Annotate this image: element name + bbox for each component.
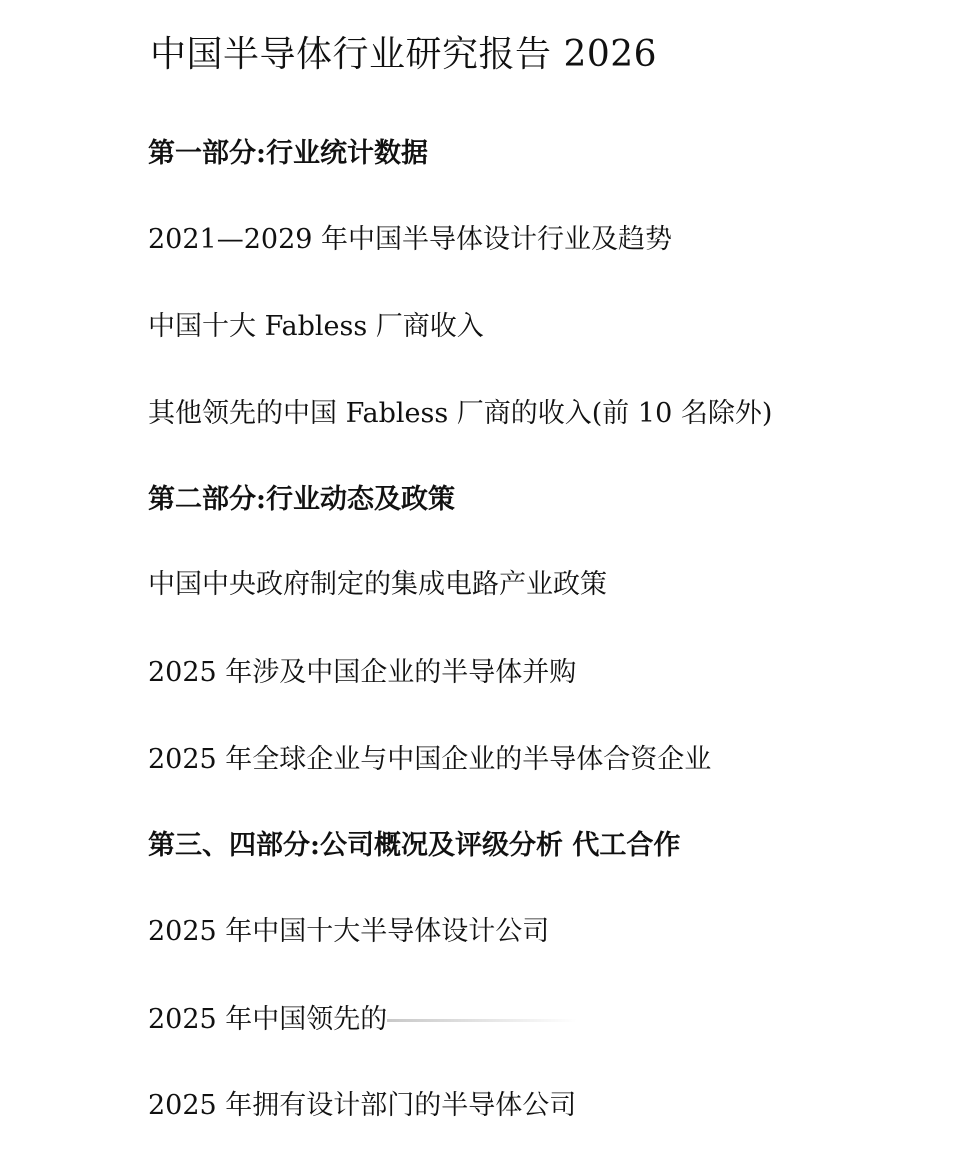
document-title: 中国半导体行业研究报告 2026	[150, 34, 658, 75]
section-heading-3: 第三、四部分:公司概况及评级分析 代工合作	[148, 830, 681, 861]
list-item: 2025 年涉及中国企业的半导体并购	[148, 657, 577, 688]
list-item: 中国十大 Fabless 厂商收入	[148, 311, 484, 342]
fade-out-divider	[387, 1019, 577, 1022]
list-item: 2021—2029 年中国半导体设计行业及趋势	[148, 224, 673, 255]
list-item-truncated	[148, 1006, 577, 1033]
list-item: 中国中央政府制定的集成电路产业政策	[148, 569, 607, 600]
list-item: 其他领先的中国 Fabless 厂商的收入(前 10 名除外)	[148, 398, 773, 429]
list-item: 2025 年拥有设计部门的半导体公司	[148, 1090, 577, 1121]
section-heading-2: 第二部分:行业动态及政策	[148, 484, 455, 515]
section-heading-1: 第一部分:行业统计数据	[148, 138, 428, 169]
list-item: 2025 年全球企业与中国企业的半导体合资企业	[148, 744, 712, 775]
list-item-text: 2025 年中国领先的	[148, 1004, 388, 1035]
list-item: 2025 年中国十大半导体设计公司	[148, 916, 550, 947]
